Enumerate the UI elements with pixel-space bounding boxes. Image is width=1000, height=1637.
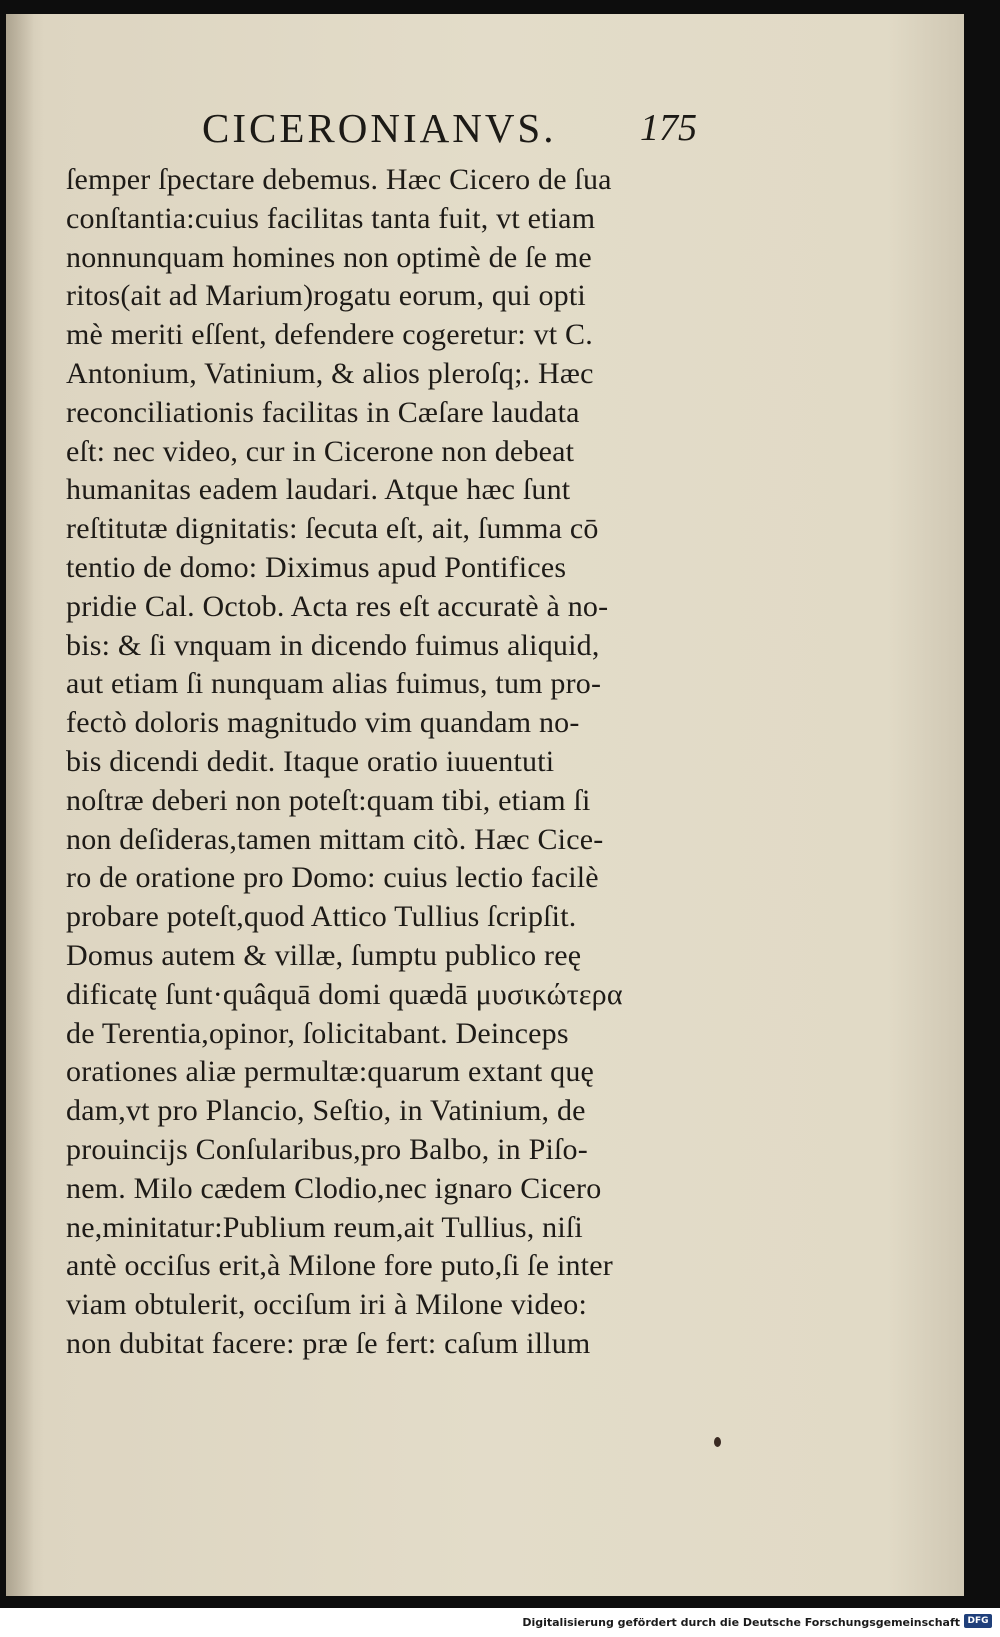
text-line: Domus autem & villæ, ſumptu publico reę	[66, 938, 582, 972]
text-line: reſtitutæ dignitatis: ſecuta eſt, ait, ſumma cō	[66, 512, 599, 546]
text-line: bis: & ſi vnquam in dicendo fuimus aliquid,	[66, 628, 600, 662]
ink-mark	[714, 1437, 721, 1447]
text-line: viam obtulerit, occiſum iri à Milone video:	[66, 1288, 587, 1322]
running-head-title: CICERONIANVS.	[202, 105, 557, 151]
text-line: nonnunquam homines non optimè de ſe me	[66, 240, 592, 274]
text-line: humanitas eadem laudari. Atque hæc ſunt	[66, 473, 571, 507]
text-line: bis dicendi dedit. Itaque oratio iuuentuti	[66, 744, 555, 778]
text-line: pridie Cal. Octob. Acta res eſt accuratè à no-	[66, 589, 609, 623]
page-number: 175	[640, 107, 697, 149]
footer-credit: Digitalisierung gefördert durch die Deutsche Forschungsgemeinschaft	[522, 1616, 960, 1629]
text-line: fectò doloris magnitudo vim quandam no-	[66, 706, 580, 740]
text-line: prouincijs Conſularibus,pro Balbo, in Piſo-	[66, 1132, 588, 1166]
text-line: dificatę ſunt·quâquā domi quædā μυσικώτερα	[66, 977, 623, 1011]
text-line: dam,vt pro Plancio, Seſtio, in Vatinium, de	[66, 1094, 586, 1128]
text-line: ne,minitatur:Publium reum,ait Tullius, niſi	[66, 1210, 583, 1244]
text-line: orationes aliæ permultæ:quarum extant quę	[66, 1055, 595, 1089]
text-line: nem. Milo cædem Clodio,nec ignaro Cicero	[66, 1171, 602, 1205]
text-line: noſtræ deberi non poteſt:quam tibi, etiam ſi	[66, 783, 591, 817]
text-line: de Terentia,opinor, ſolicitabant. Deinceps	[66, 1016, 569, 1050]
text-line: aut etiam ſi nunquam alias fuimus, tum pro-	[66, 667, 602, 701]
book-page	[6, 14, 964, 1596]
text-line: reconciliationis facilitas in Cæſare laudata	[66, 395, 580, 429]
text-line: ritos(ait ad Marium)rogatu eorum, qui opti	[66, 279, 586, 313]
text-line: tentio de domo: Diximus apud Pontifices	[66, 550, 567, 584]
text-line: non dubitat facere: præ ſe fert: caſum illum	[66, 1326, 591, 1360]
text-line: eſt: nec video, cur in Cicerone non debeat	[66, 434, 575, 468]
gutter-shadow	[6, 14, 34, 1596]
running-head	[202, 104, 722, 158]
text-line: mè meriti eſſent, defendere cogeretur: vt C.	[66, 318, 593, 352]
dfg-logo: DFG	[964, 1614, 992, 1628]
text-line: probare poteſt,quod Attico Tullius ſcripſit.	[66, 900, 577, 934]
text-line: ro de oratione pro Domo: cuius lectio facilè	[66, 861, 599, 895]
text-line: ſemper ſpectare debemus. Hæc Cicero de ſua	[66, 163, 612, 196]
text-line: non deſideras,tamen mittam citò. Hæc Cice-	[66, 822, 604, 856]
body-text	[66, 161, 726, 1364]
text-line: Antonium, Vatinium, & alios pleroſq;. Hæc	[66, 356, 594, 390]
text-line: antè occiſus erit,à Milone fore puto,ſi ſe inter	[66, 1249, 613, 1283]
text-line: conſtantia:cuius facilitas tanta fuit, vt etiam	[66, 201, 596, 235]
